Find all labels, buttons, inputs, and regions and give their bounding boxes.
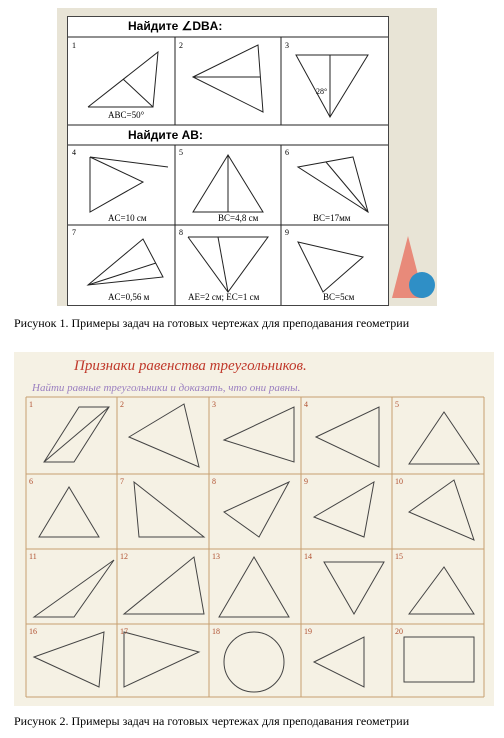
figure-2-caption: Рисунок 2. Примеры задач на готовых чертежах для преподавания геометрии (14, 714, 410, 728)
cell-18-number: 18 (212, 627, 220, 636)
cell-16-number: 16 (29, 627, 37, 636)
sphere-decoration (409, 272, 435, 298)
cell-1-number: 1 (29, 400, 33, 409)
cell-15-number: 15 (395, 552, 403, 561)
cell-14-number: 14 (304, 552, 312, 561)
cell-9-number: 9 (304, 477, 308, 486)
cell-7-number: 7 (72, 228, 76, 237)
figure-1-caption: Рисунок 1. Примеры задач на готовых чертежах для преподавания геометрии (14, 316, 410, 330)
heading-find-ab: Найдите AB: (128, 128, 203, 142)
cell-3-number: 3 (212, 400, 216, 409)
cell-4-number: 4 (304, 400, 308, 409)
cell-11-number: 11 (29, 552, 37, 561)
cell-5-number: 5 (179, 148, 183, 157)
cell-17-number: 17 (120, 627, 128, 636)
cell-6-number: 6 (285, 148, 289, 157)
cell-8-number: 8 (212, 477, 216, 486)
figure-1-board (67, 16, 389, 306)
cell-2-number: 2 (179, 41, 183, 50)
figure-1-drawing (68, 17, 388, 305)
cell-20-number: 20 (395, 627, 403, 636)
cell-3-number: 3 (285, 41, 289, 50)
cell-13-number: 13 (212, 552, 220, 561)
cell-12-number: 12 (120, 552, 128, 561)
cell-4-number: 4 (72, 148, 76, 157)
cell-6-caption: BC=17мм (313, 213, 351, 223)
heading-find-dba: Найдите ∠DBA: (128, 19, 223, 33)
figure-1-photo (57, 8, 437, 306)
cell-1-caption: ABC=50° (108, 110, 145, 120)
cell-8-caption: AE=2 см; EC=1 см (188, 292, 260, 302)
figure-2-title: Признаки равенства треугольников. (74, 358, 307, 374)
cell-10-number: 10 (395, 477, 403, 486)
cell-5-caption: BC=4,8 см (218, 213, 259, 223)
figure-2-drawing (14, 352, 494, 706)
cell-2-number: 2 (120, 400, 124, 409)
cell-7-caption: AC=0,56 м (108, 292, 150, 302)
figure-2-subtitle: Найти равные треугольники и доказать, что они равны. (32, 382, 301, 394)
cell-6-number: 6 (29, 477, 33, 486)
cell-9-number: 9 (285, 228, 289, 237)
figure-2-photo (14, 352, 494, 706)
cell-3-caption: 28° (316, 87, 328, 96)
cell-19-number: 19 (304, 627, 312, 636)
cell-9-caption: BC=5см (323, 292, 355, 302)
cell-7-number: 7 (120, 477, 124, 486)
cell-1-number: 1 (72, 41, 76, 50)
cell-4-caption: AC=10 см (108, 213, 147, 223)
cell-8-number: 8 (179, 228, 183, 237)
cell-5-number: 5 (395, 400, 399, 409)
